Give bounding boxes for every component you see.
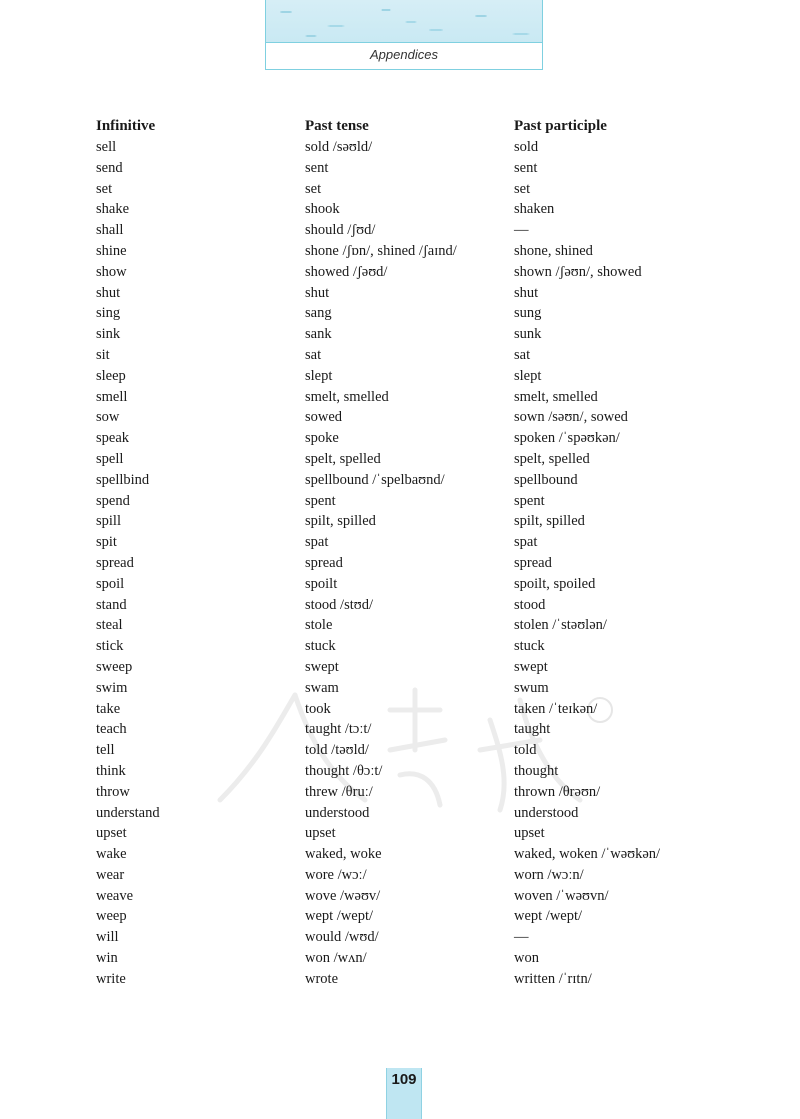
past-participle-cell: worn /wɔːn/ [514,866,584,883]
past-tense-cell: threw /θruː/ [305,783,373,800]
past-participle-cell: spoilt, spoiled [514,575,596,592]
table-row [96,366,716,387]
past-participle-cell: thought [514,762,559,779]
past-participle-cell: swept [514,658,548,675]
past-tense-cell: spoke [305,430,339,447]
past-participle-cell: stood [514,596,546,613]
infinitive-cell: wear [96,866,125,883]
past-tense-cell: shut [305,284,330,301]
past-participle-cell: shut [514,284,539,301]
infinitive-cell: will [96,929,119,946]
header-texture [266,0,542,42]
infinitive-cell: sow [96,409,120,426]
table-row [96,262,716,283]
table-row [96,470,716,491]
table-row [96,948,716,969]
table-row [96,719,716,740]
past-tense-cell: took [305,700,331,717]
past-tense-cell: should /ʃʊd/ [305,222,376,239]
past-tense-cell: shook [305,201,340,218]
table-row [96,886,716,907]
past-tense-cell: stood /stʊd/ [305,596,373,613]
past-participle-cell: spread [514,554,552,571]
past-participle-cell: shone, shined [514,242,593,259]
past-tense-cell: slept [305,367,333,384]
infinitive-cell: throw [96,783,130,800]
table-row [96,595,716,616]
past-tense-cell: would /wʊd/ [305,929,379,946]
past-participle-cell: written /ˈrɪtn/ [514,970,592,987]
table-row [96,491,716,512]
past-participle-cell: shown /ʃəʊn/, showed [514,263,642,280]
header-band [265,0,543,70]
table-row [96,657,716,678]
table-row [96,740,716,761]
past-tense-cell: smelt, smelled [305,388,389,405]
infinitive-cell: weep [96,908,127,925]
past-tense-cell: swept [305,658,339,675]
past-tense-cell: spellbound /ˈspelbaʊnd/ [305,471,445,488]
page-number-tab [386,1068,422,1119]
table-row [96,324,716,345]
table-row [96,220,716,241]
infinitive-cell: understand [96,804,160,821]
past-participle-cell: sold [514,139,539,155]
past-tense-cell: wove /wəʊv/ [305,887,381,904]
verb-table [96,116,716,990]
past-participle-cell: spoken /ˈspəʊkən/ [514,430,620,447]
past-participle-cell: smelt, smelled [514,388,598,405]
infinitive-cell: steal [96,617,123,634]
past-participle-cell: shaken [514,201,555,218]
table-row [96,407,716,428]
infinitive-cell: swim [96,679,128,696]
table-row [96,241,716,262]
past-tense-cell: set [305,180,322,197]
past-tense-cell: sat [305,346,322,363]
table-row [96,761,716,782]
past-participle-cell: spellbound [514,471,578,488]
infinitive-cell: spread [96,554,134,571]
infinitive-cell: upset [96,825,127,842]
table-row [96,428,716,449]
past-tense-cell: stole [305,617,333,634]
past-tense-cell: spelt, spelled [305,450,381,467]
table-row [96,532,716,553]
table-row [96,636,716,657]
past-tense-cell: sank [305,326,332,343]
past-participle-cell: set [514,180,531,197]
past-participle-cell: waked, woken /ˈwəʊkən/ [514,846,661,863]
past-participle-cell: taught [514,721,551,738]
table-row [96,927,716,948]
table-row [96,553,716,574]
table-row [96,699,716,720]
past-tense-cell: spoilt [305,575,338,592]
past-participle-cell: won [514,950,539,967]
table-header-row [96,116,716,137]
past-participle-cell: sung [514,305,542,322]
past-participle-cell: sown /səʊn/, sowed [514,409,628,426]
past-participle-cell: spent [514,492,545,509]
infinitive-cell: stick [96,638,124,655]
past-tense-cell: spilt, spilled [305,513,376,530]
past-tense-cell: showed /ʃəʊd/ [305,263,388,280]
infinitive-cell: spellbind [96,471,150,488]
header-divider [266,42,542,43]
past-participle-cell: stuck [514,638,545,655]
past-participle-cell: spilt, spilled [514,513,585,530]
infinitive-cell: sing [96,305,121,322]
infinitive-cell: shake [96,201,130,218]
infinitive-cell: spill [96,513,121,530]
past-tense-cell: taught /tɔːt/ [305,721,372,738]
past-participle-cell: — [514,222,529,239]
infinitive-cell: sweep [96,658,133,675]
past-tense-cell: spread [305,554,343,571]
table-row [96,283,716,304]
table-row [96,303,716,324]
past-participle-cell: stolen /ˈstəʊlən/ [514,617,607,634]
past-tense-cell: shone /ʃɒn/, shined /ʃaɪnd/ [305,242,457,259]
infinitive-cell: speak [96,430,130,447]
past-tense-cell: swam [305,679,339,696]
infinitive-cell: spell [96,450,124,467]
past-participle-cell: taken /ˈteɪkən/ [514,700,598,717]
infinitive-cell: smell [96,388,128,405]
table-row [96,511,716,532]
infinitive-cell: weave [96,887,134,904]
past-tense-cell: sang [305,305,332,322]
past-participle-cell: told [514,742,537,759]
infinitive-cell: sink [96,326,121,343]
infinitive-cell: sit [96,346,110,363]
table-row [96,137,716,158]
infinitive-cell: shine [96,242,127,259]
past-participle-cell: understood [514,804,579,821]
past-tense-cell: sold /səʊld/ [305,139,373,155]
past-tense-cell: understood [305,804,370,821]
column-header-past-tense: Past tense [305,118,369,134]
table-row [96,865,716,886]
past-participle-cell: swum [514,679,549,696]
table-row [96,615,716,636]
header-title: Appendices [370,47,438,62]
past-tense-cell: wept /wept/ [305,908,374,925]
infinitive-cell: spoil [96,575,125,592]
table-row [96,574,716,595]
table-row [96,782,716,803]
past-tense-cell: spat [305,534,329,551]
table-row [96,199,716,220]
table-row [96,678,716,699]
infinitive-cell: shall [96,222,124,239]
past-participle-cell: upset [514,825,545,842]
table-row [96,969,716,990]
past-participle-cell: wept /wept/ [514,908,583,925]
infinitive-cell: take [96,700,121,717]
table-row [96,906,716,927]
past-participle-cell: — [514,929,529,946]
past-participle-cell: spat [514,534,538,551]
infinitive-cell: write [96,970,126,987]
infinitive-cell: tell [96,742,115,759]
table-row [96,823,716,844]
past-participle-cell: slept [514,367,542,384]
past-tense-cell: upset [305,825,336,842]
past-tense-cell: told /təʊld/ [305,742,369,759]
column-header-past-participle: Past participle [514,118,607,134]
past-tense-cell: stuck [305,638,336,655]
table-row [96,449,716,470]
past-tense-cell: wore /wɔː/ [305,866,367,883]
past-participle-cell: sat [514,346,531,363]
past-participle-cell: spelt, spelled [514,450,590,467]
infinitive-cell: spend [96,492,130,509]
past-participle-cell: sent [514,159,538,176]
past-participle-cell: thrown /θrəʊn/ [514,783,601,800]
infinitive-cell: send [96,159,123,176]
infinitive-cell: win [96,950,118,967]
page-number: 109 [391,1071,417,1088]
infinitive-cell: spit [96,534,117,551]
past-tense-cell: spent [305,492,336,509]
infinitive-cell: show [96,263,127,280]
past-tense-cell: wrote [305,970,339,987]
infinitive-cell: teach [96,721,127,738]
past-tense-cell: waked, woke [305,846,382,863]
infinitive-cell: set [96,180,113,197]
past-participle-cell: sunk [514,326,542,343]
past-tense-cell: sent [305,159,329,176]
infinitive-cell: wake [96,846,127,863]
infinitive-cell: sell [96,139,117,155]
past-participle-cell: woven /ˈwəʊvn/ [514,887,609,904]
table-row [96,803,716,824]
table-row [96,345,716,366]
past-tense-cell: sowed [305,409,343,426]
infinitive-cell: shut [96,284,121,301]
infinitive-cell: stand [96,596,127,613]
table-row [96,844,716,865]
infinitive-cell: think [96,762,126,779]
past-tense-cell: thought /θɔːt/ [305,762,383,779]
past-tense-cell: won /wʌn/ [305,950,367,967]
table-row [96,158,716,179]
column-header-infinitive: Infinitive [96,118,156,134]
table-row [96,179,716,200]
table-row [96,387,716,408]
infinitive-cell: sleep [96,367,126,384]
